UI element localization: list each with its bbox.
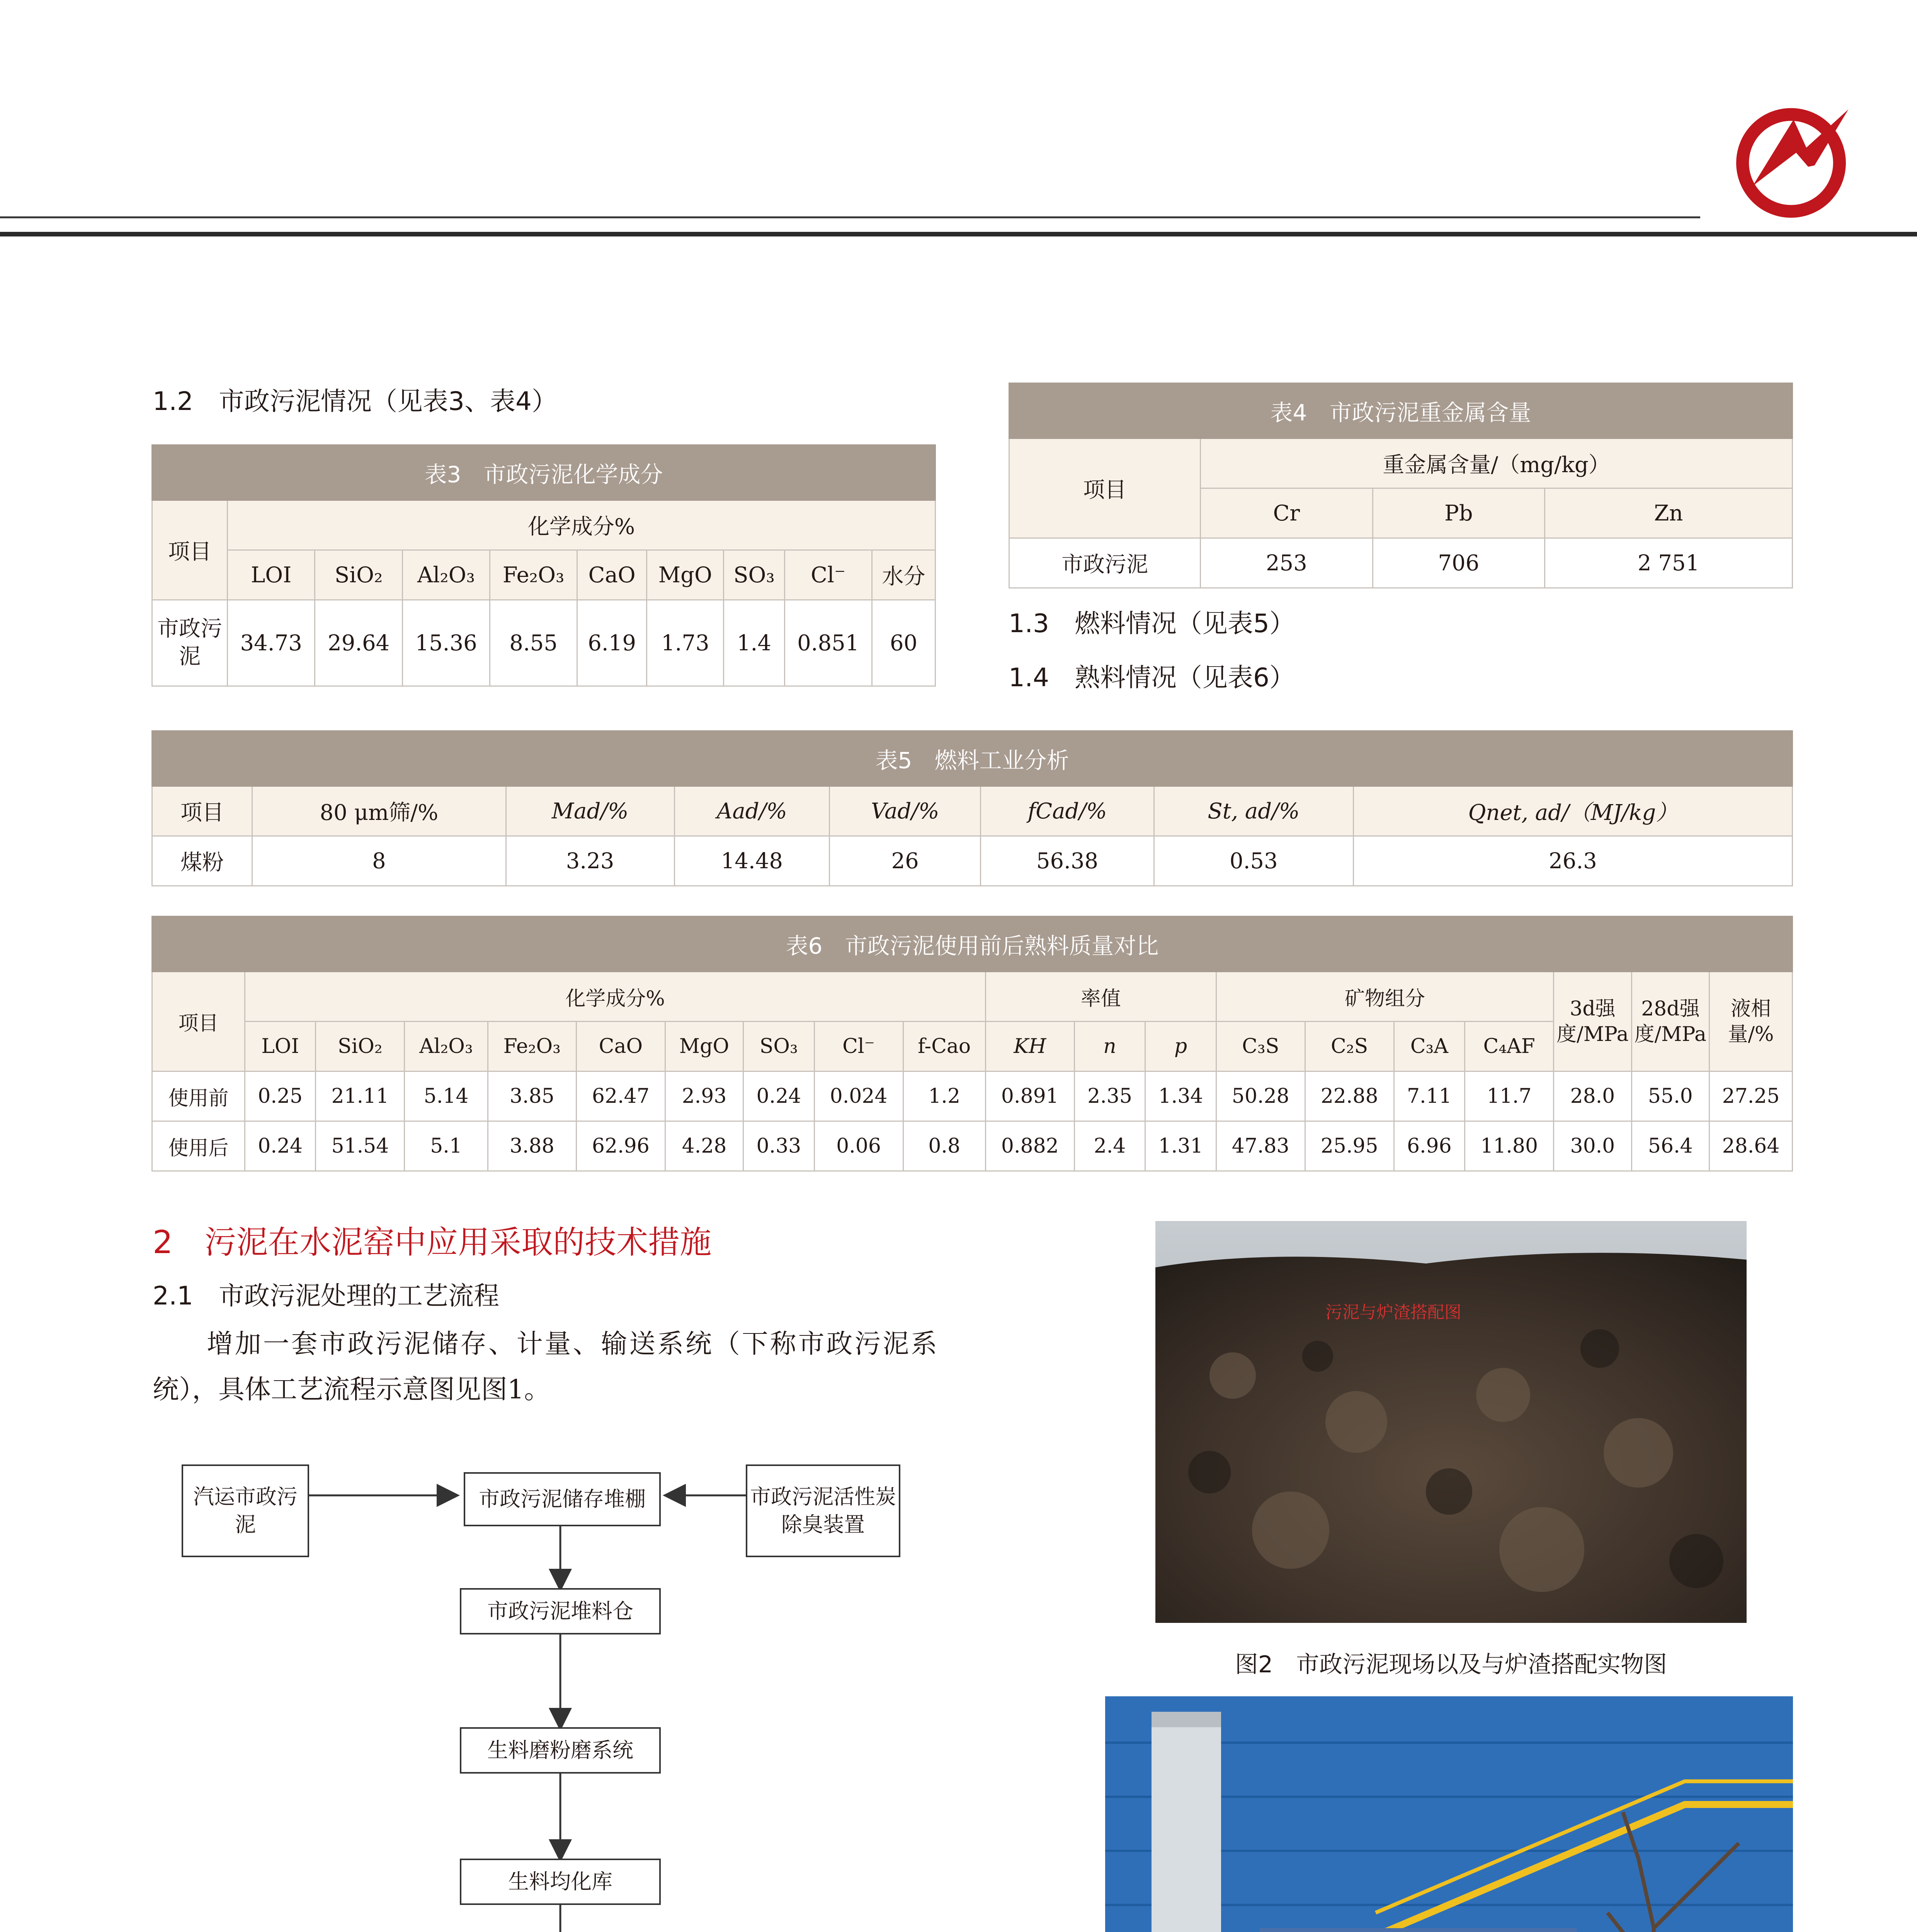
table-6-cell: 56.4	[1631, 1121, 1709, 1171]
table-5-cell: 煤粉	[152, 836, 252, 886]
table-5-cell: 3.23	[506, 836, 674, 886]
table-6-cell: 0.24	[245, 1121, 315, 1171]
flow-node-homogenizer: 生料均化库	[460, 1859, 661, 1905]
table-6-col: MgO	[665, 1022, 743, 1071]
heading-1-3: 1.3 燃料情况（见表5）	[1009, 609, 1295, 638]
table-6-cell: 47.83	[1216, 1121, 1305, 1171]
table-3-cell: 34.73	[228, 600, 315, 686]
table-3-col: SiO₂	[315, 550, 402, 600]
table-3-cell: 1.73	[647, 600, 724, 686]
table-3-cell: 60	[872, 600, 935, 686]
table-6	[151, 916, 1793, 1172]
table-6-cell: 0.06	[814, 1121, 903, 1171]
table-6-28d: 28d强度/MPa	[1631, 972, 1709, 1071]
table-3	[151, 444, 936, 687]
table-3-item-header: 项目	[152, 500, 228, 600]
table-6-row-label: 使用前	[152, 1071, 245, 1121]
table-4	[1009, 383, 1793, 588]
table-3-cell: 8.55	[490, 600, 577, 686]
table-6-cell: 3.85	[488, 1071, 576, 1121]
table-6-group-chem: 化学成分%	[245, 972, 985, 1022]
table-6-group-mineral: 矿物组分	[1216, 972, 1553, 1022]
table-6-cell: 62.47	[576, 1071, 665, 1121]
table-6-col: Fe₂O₃	[488, 1022, 576, 1071]
table-4-cell: 706	[1373, 538, 1545, 588]
table-5-col: fCad/%	[981, 786, 1154, 836]
table-6-col: KH	[985, 1022, 1074, 1071]
table-6-cell: 25.95	[1305, 1121, 1394, 1171]
flow-node-silo: 市政污泥堆料仓	[460, 1588, 661, 1634]
table-6-3d: 3d强度/MPa	[1554, 972, 1631, 1071]
table-6-cell: 5.14	[405, 1071, 488, 1121]
paragraph-2-1: 增加一套市政污泥储存、计量、输送系统（下称市政污泥系统），具体工艺流程示意图见图1。	[153, 1329, 937, 1405]
table-5-col: Mad/%	[506, 786, 674, 836]
table-6-cell: 6.96	[1394, 1121, 1465, 1171]
table-3-cell: 29.64	[315, 600, 402, 686]
header-rule-thin	[0, 216, 1700, 218]
table-5-cell: 0.53	[1154, 836, 1353, 886]
table-6-col: f-Cao	[903, 1022, 985, 1071]
table-6-cell: 0.024	[814, 1071, 903, 1121]
table-6-cell: 62.96	[576, 1121, 665, 1171]
table-4-cell: 2 751	[1545, 538, 1793, 588]
table-6-col: C₄AF	[1465, 1022, 1554, 1071]
table-3-cell: 15.36	[402, 600, 490, 686]
table-4-cell: 253	[1201, 538, 1373, 588]
table-3-cell: 1.4	[724, 600, 784, 686]
table-4-col: Pb	[1373, 488, 1545, 538]
flow-node-storage-shed: 市政污泥储存堆棚	[464, 1472, 661, 1526]
table-3-col: Al₂O₃	[402, 550, 490, 600]
table-6-col: SiO₂	[316, 1022, 405, 1071]
table-6-col: CaO	[576, 1022, 665, 1071]
figure-2-label: 污泥与炉渣搭配图	[1325, 1303, 1461, 1322]
table-5-col: St, ad/%	[1154, 786, 1353, 836]
table-3-col: Cl⁻	[784, 550, 872, 600]
table-6-cell: 0.24	[743, 1071, 814, 1121]
figure-3-photo	[1105, 1696, 1793, 1932]
table-6-cell: 28.64	[1709, 1121, 1793, 1171]
table-3-col: CaO	[577, 550, 646, 600]
table-6-cell: 7.11	[1394, 1071, 1465, 1121]
table-6-cell: 0.882	[985, 1121, 1074, 1171]
table-6-cell: 2.35	[1074, 1071, 1145, 1121]
table-5-col: Qnet, ad/（MJ/kg）	[1353, 786, 1792, 836]
table-6-col: Cl⁻	[814, 1022, 903, 1071]
table-4-col: Cr	[1201, 488, 1373, 538]
table-4-caption: 表4 市政污泥重金属含量	[1009, 383, 1793, 439]
table-6-col: p	[1145, 1022, 1216, 1071]
table-6-col: SO₃	[743, 1022, 814, 1071]
table-3-col: Fe₂O₃	[490, 550, 577, 600]
figure-2-caption: 图2 市政污泥现场以及与炉渣搭配实物图	[1235, 1651, 1667, 1678]
table-5-cell: 56.38	[981, 836, 1154, 886]
table-3-col: LOI	[228, 550, 315, 600]
table-5-caption: 表5 燃料工业分析	[152, 731, 1793, 786]
table-5-cell: 26.3	[1353, 836, 1792, 886]
table-6-cell: 11.80	[1465, 1121, 1554, 1171]
deodorizer-image	[1105, 1696, 1793, 1932]
table-5-col: Aad/%	[674, 786, 830, 836]
table-6-cell: 22.88	[1305, 1071, 1394, 1121]
table-6-col: Al₂O₃	[405, 1022, 488, 1071]
flow-node-truck-sludge: 汽运市政污泥	[182, 1464, 309, 1557]
table-3-col: MgO	[647, 550, 724, 600]
table-6-cell: 2.4	[1074, 1121, 1145, 1171]
table-6-cell: 4.28	[665, 1121, 743, 1171]
table-6-cell: 0.891	[985, 1071, 1074, 1121]
table-5-cell: 14.48	[674, 836, 830, 886]
table-4-row-label: 市政污泥	[1009, 538, 1201, 588]
table-4-group-header: 重金属含量/（mg/kg）	[1201, 439, 1793, 488]
heading-1-2: 1.2 市政污泥情况（见表3、表4）	[153, 386, 557, 416]
table-6-cell: 27.25	[1709, 1071, 1793, 1121]
table-6-col: n	[1074, 1022, 1145, 1071]
table-6-row-label: 使用后	[152, 1121, 245, 1171]
heading-2: 2 污泥在水泥窑中应用采取的技术措施	[153, 1224, 712, 1261]
table-6-cell: 21.11	[316, 1071, 405, 1121]
table-6-cell: 2.93	[665, 1071, 743, 1121]
table-3-cell: 0.851	[784, 600, 872, 686]
sludge-pile-image	[1155, 1221, 1747, 1623]
table-6-cell: 51.54	[316, 1121, 405, 1171]
table-6-col: C₃A	[1394, 1022, 1465, 1071]
table-4-item-header: 项目	[1009, 439, 1201, 538]
table-3-col: 水分	[872, 550, 935, 600]
table-6-cell: 3.88	[488, 1121, 576, 1171]
flow-node-deodorizer: 市政污泥活性炭除臭装置	[746, 1464, 900, 1557]
heading-1-4: 1.4 熟料情况（见表6）	[1009, 663, 1295, 692]
heading-2-1: 2.1 市政污泥处理的工艺流程	[153, 1281, 499, 1311]
table-5-cell: 26	[830, 836, 981, 886]
table-5-col: 项目	[152, 786, 252, 836]
table-6-cell: 0.8	[903, 1121, 985, 1171]
table-6-col: LOI	[245, 1022, 315, 1071]
table-6-group-ratio: 率值	[985, 972, 1216, 1022]
figure-2-photo	[1155, 1221, 1747, 1623]
table-6-col: C₃S	[1216, 1022, 1305, 1071]
table-6-cell: 5.1	[405, 1121, 488, 1171]
table-6-cell: 50.28	[1216, 1071, 1305, 1121]
table-6-cell: 28.0	[1554, 1071, 1631, 1121]
table-6-caption: 表6 市政污泥使用前后熟料质量对比	[152, 917, 1793, 972]
table-5-cell: 8	[252, 836, 506, 886]
table-3-group-header: 化学成分%	[228, 500, 936, 550]
table-4-col: Zn	[1545, 488, 1793, 538]
table-3-col: SO₃	[724, 550, 784, 600]
table-6-cell: 30.0	[1554, 1121, 1631, 1171]
table-6-cell: 1.2	[903, 1071, 985, 1121]
table-5	[151, 730, 1793, 886]
table-6-item-header: 项目	[152, 972, 245, 1071]
table-6-cell: 0.33	[743, 1121, 814, 1171]
table-5-col: Vad/%	[830, 786, 981, 836]
table-3-cell: 6.19	[577, 600, 646, 686]
flow-node-raw-mill: 生料磨粉磨系统	[460, 1727, 661, 1774]
header-rule-thick	[0, 232, 1917, 236]
table-6-cell: 55.0	[1631, 1071, 1709, 1121]
journal-logo-icon	[1727, 97, 1855, 224]
table-6-col: C₂S	[1305, 1022, 1394, 1071]
table-3-row-label: 市政污泥	[152, 600, 228, 686]
table-6-cell: 1.34	[1145, 1071, 1216, 1121]
table-6-cell: 11.7	[1465, 1071, 1554, 1121]
table-3-caption: 表3 市政污泥化学成分	[152, 445, 936, 500]
table-6-cell: 0.25	[245, 1071, 315, 1121]
table-6-liquid: 液相量/%	[1709, 972, 1793, 1071]
table-6-cell: 1.31	[1145, 1121, 1216, 1171]
table-5-col: 80 μm筛/%	[252, 786, 506, 836]
